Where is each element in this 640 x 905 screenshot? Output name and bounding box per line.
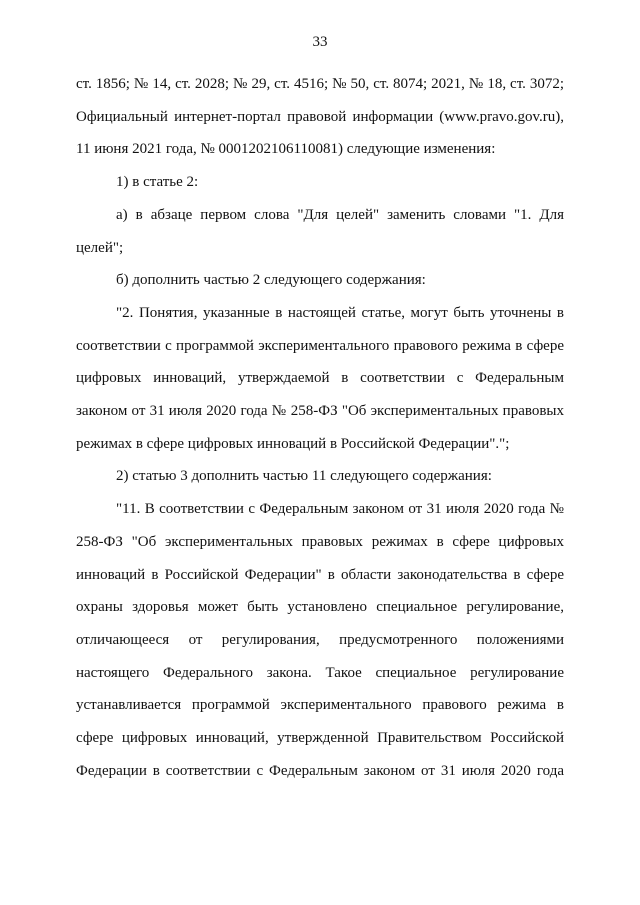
page-number: 33 bbox=[312, 34, 328, 50]
paragraph-part-2-text: "2. Понятия, указанные в настоящей статье, могут быть уточнены в соответствии с программой экспериментального правового режима в сфере цифровых инноваций, утверждаемой в соответствии с Федеральным законом от 31 июля 2020 года № 258-ФЗ "Об экспериментальных правовых режимах в сфере цифровых инноваций в Российской Федерации"."; bbox=[76, 304, 564, 452]
paragraph-part-11-text: "11. В соответствии с Федеральным законом от 31 июля 2020 года № 258-ФЗ "Об экспериментальных правовых режимах в сфере цифровых инноваций в Российской Федерации" в области законодательства в сфере охраны здоровья может быть установлено специальное регулирование, отличающееся от регулирования, предусмотренного положениями настоящего Федерального закона. Такое специальное регулирование устанавливается программой экспериментального правового режима в сфере цифровых инноваций, утвержденной Правительством Российской Федерации в соответствии с Федеральным законом от 31 июля 2020 года bbox=[76, 501, 564, 779]
paragraph-amendment-sources: ст. 1856; № 14, ст. 2028; № 29, ст. 4516; № 50, ст. 8074; 2021, № 18, ст. 3072; Официальный интернет-портал правовой информации (www.pravo.gov.ru), 11 июня 2021 года, № 0001202106110081) следующие изменения: bbox=[76, 76, 564, 158]
document-body bbox=[76, 68, 564, 787]
paragraph-subitem-b: б) дополнить частью 2 следующего содержания: bbox=[116, 272, 426, 289]
paragraph-subitem-a: а) в абзаце первом слова "Для целей" заменить словами "1. Для целей"; bbox=[76, 206, 564, 256]
paragraph-item-2: 2) статью 3 дополнить частью 11 следующего содержания: bbox=[116, 468, 492, 485]
paragraph-item-1: 1) в статье 2: bbox=[116, 174, 199, 191]
